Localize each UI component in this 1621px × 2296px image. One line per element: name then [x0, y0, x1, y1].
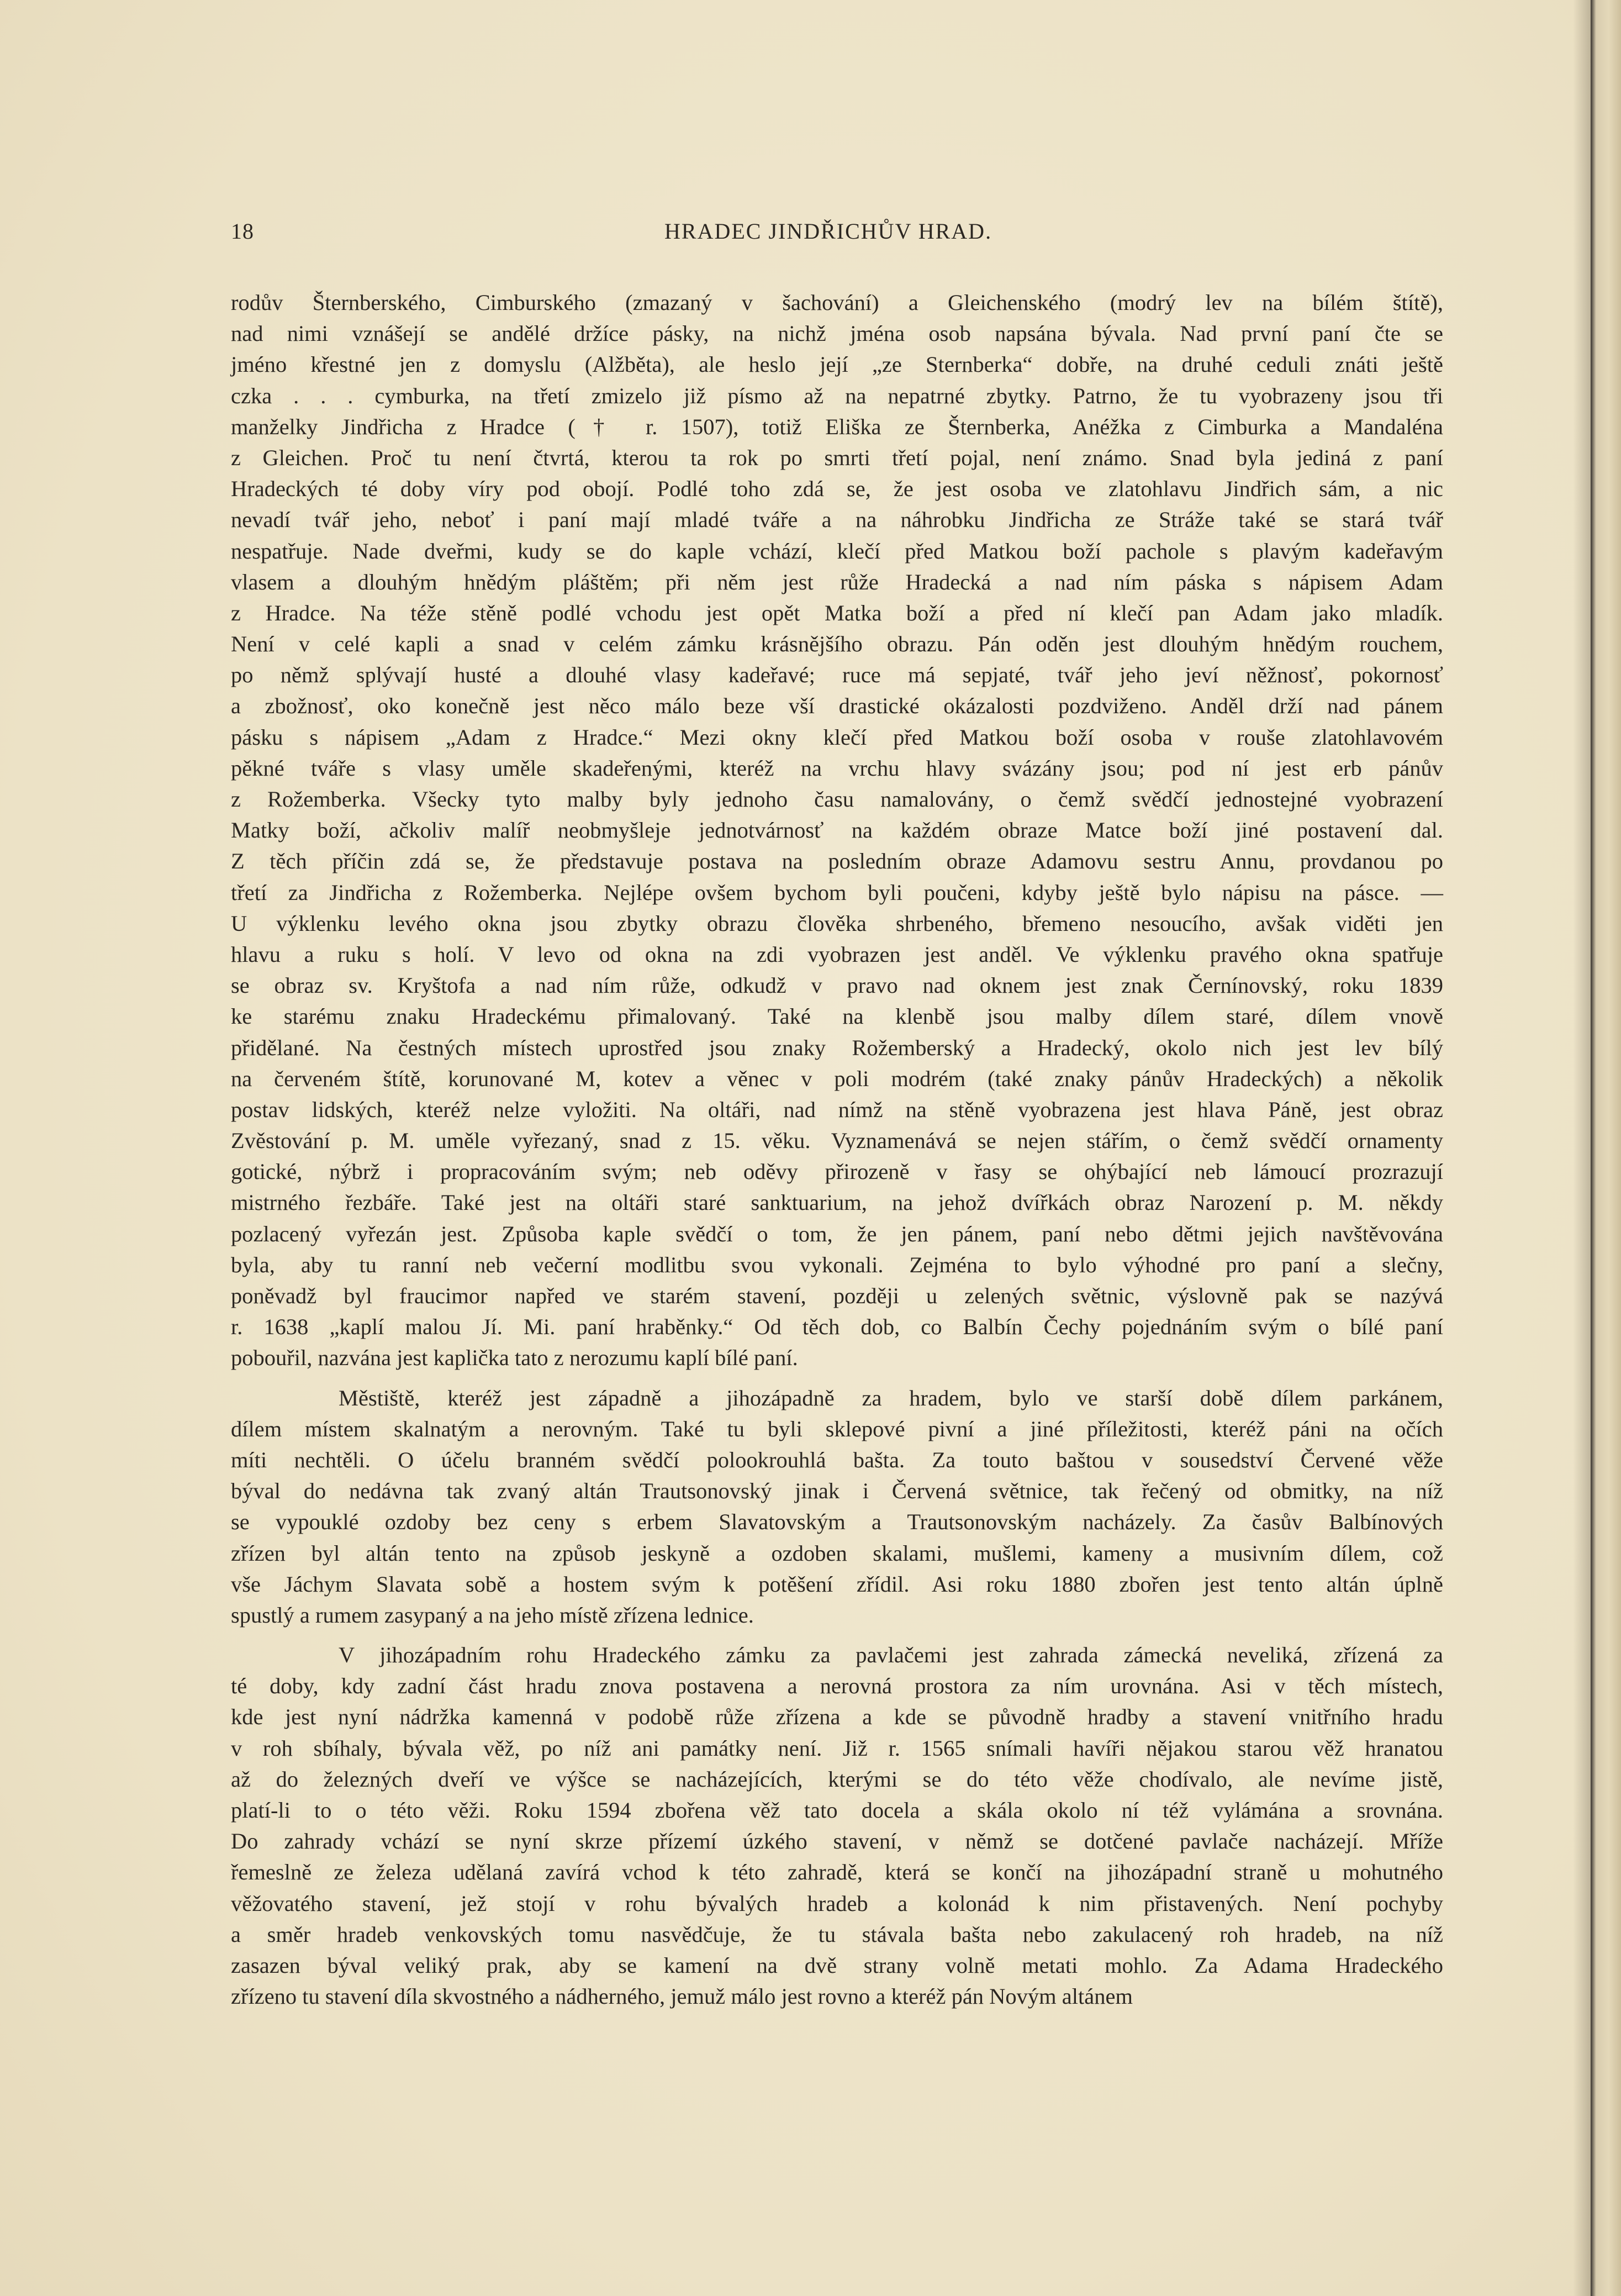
text-line: jméno křestné jen z domyslu (Alžběta), ale heslo její „ze Sternberka“ dobře, na druhé ceduli znáti ještě — [231, 352, 1443, 377]
text-line: vlasem a dlouhým hnědým pláštěm; při něm jest růže Hradecká a nad ním páska s nápisem Adam — [231, 569, 1443, 594]
paragraph — [231, 287, 1443, 1374]
text-line: v roh sbíhaly, bývala věž, po níž ani památky není. Již r. 1565 snímali havíři nějakou starou věž hranatou — [231, 1735, 1443, 1761]
text-line: až do železných dveří ve výšce se nacházejících, kterými se do této věže chodívalo, ale nevíme jistě, — [231, 1766, 1443, 1792]
text-line: byla, aby tu ranní neb večerní modlitbu svou vykonali. Zejména to bylo výhodné pro paní a slečny, — [231, 1252, 1443, 1277]
text-line: zasazen býval veliký prak, aby se kamení na dvě strany volně metati mohlo. Za Adama Hradeckého — [231, 1952, 1443, 1978]
paragraph — [231, 1640, 1443, 2012]
text-line: manželky Jindřicha z Hradce († r. 1507), totiž Eliška ze Šternberka, Anéžka z Cimburka a Mandaléna — [231, 414, 1443, 439]
text-line: a směr hradeb venkovských tomu nasvědčuje, že tu stávala bašta nebo zakulacený roh hradeb, na níž — [231, 1921, 1443, 1947]
text-line: vše Jáchym Slavata sobě a hostem svým k potěšení zřídil. Asi roku 1880 zbořen jest tento altán úplně — [231, 1571, 1443, 1597]
text-line: hlavu a ruku s holí. V levo od okna na zdi vyobrazen jest anděl. Ve výklenku pravého okna spatřuje — [231, 941, 1443, 967]
text-line: řemeslně ze železa udělaná zavírá vchod k této zahradě, která se končí na jihozápadní straně u mohutného — [231, 1860, 1443, 1885]
text-line: na červeném štítě, korunované M, kotev a věnec v poli modrém (také znaky pánův Hradeckých) a několik — [231, 1066, 1443, 1091]
text-line: věžovatého stavení, jež stojí v rohu bývalých hradeb a kolonád k nim přistavených. Není pochyby — [231, 1890, 1443, 1916]
text-line: té doby, kdy zadní část hradu znova postavena a nerovná prostora za ním urovnána. Asi v těch místech, — [231, 1673, 1443, 1699]
text-line: přidělané. Na čestných místech uprostřed jsou znaky Rožemberský a Hradecký, okolo nich jest lev bílý — [231, 1035, 1443, 1060]
text-line: pobouřil, nazvána jest kaplička tato z nerozumu kaplí bílé paní. — [231, 1345, 798, 1371]
text-line: Z těch příčin zdá se, že představuje postava na posledním obraze Adamovu sestru Annu, provdanou po — [231, 849, 1443, 874]
text-line: U výklenku levého okna jsou zbytky obrazu člověka shrbeného, břemeno nesoucího, avšak viděti jen — [231, 910, 1443, 936]
text-line: se obraz sv. Kryštofa a nad ním růže, odkudž v pravo nad oknem jest znak Černínovský, roku 1839 — [231, 973, 1443, 998]
text-line: platí-li to o této věži. Roku 1594 zbořena věž tato docela a skála okolo ní též vylámána a srovnána. — [231, 1798, 1443, 1823]
paragraph — [231, 1383, 1443, 1631]
book-edge — [1591, 0, 1621, 2296]
text-line: czka . . . cymburka, na třetí zmizelo již písmo až na nepatrné zbytky. Patrno, že tu vyobrazeny jsou tři — [231, 383, 1443, 408]
text-line: po němž splývají husté a dlouhé vlasy kadeřavé; ruce má sepjaté, tvář jeho jeví něžnosť, pokornosť — [231, 662, 1443, 688]
text-line: zřízen byl altán tento na způsob jeskyně a ozdoben skalami, mušlemi, kameny a musivním dílem, což — [231, 1540, 1443, 1566]
text-line: Zvěstování p. M. uměle vyřezaný, snad z 15. věku. Vyznamenává se nejen stářím, o čemž svědčí ornamenty — [231, 1128, 1443, 1154]
text-line: Matky boží, ačkoliv malíř neobmyšleje jednotvárnosť na každém obraze Matce boží jiné postavení dal. — [231, 818, 1443, 843]
text-line: spustlý a rumem zasypaný a na jeho místě zřízena lednice. — [231, 1602, 754, 1628]
text-line: Městiště, kteréž jest západně a jihozápadně za hradem, bylo ve starší době dílem parkánem, — [339, 1385, 1443, 1410]
text-line: pěkné tváře s vlasy uměle skadeřenými, kteréž na vrchu hlavy svázány jsou; pod ní jest erb pánův — [231, 755, 1443, 781]
text-line: z Gleichen. Proč tu není čtvrtá, kterou ta rok po smrti třetí pojal, není známo. Snad byla jediná z paní — [231, 445, 1443, 470]
text-line: býval do nedávna tak zvaný altán Trautsonovský jinak i Červená světnice, tak řečený od obmitky, na níž — [231, 1478, 1443, 1504]
text-line: Hradeckých té doby víry pod obojí. Podlé toho zdá se, že jest osoba ve zlatohlavu Jindřich sám, a nic — [231, 476, 1443, 502]
text-line: postav lidských, kteréž nelze vyložiti. Na oltáři, nad nímž na stěně vyobrazena jest hlava Páně, jest obraz — [231, 1097, 1443, 1122]
text-line: se vypouklé ozdoby bez ceny s erbem Slavatovským a Trautsonovským nacházely. Za časův Balbínových — [231, 1509, 1443, 1535]
text-line: rodův Šternberského, Cimburského (zmazaný v šachování) a Gleichenského (modrý lev na bílém štítě), — [231, 290, 1443, 315]
text-line: r. 1638 „kaplí malou Jí. Mi. paní hraběnky.“ Od těch dob, co Balbín Čechy pojednáním svým o bílé paní — [231, 1314, 1443, 1340]
page-header — [231, 218, 1446, 251]
text-line: mistrného řezbáře. Také jest na oltáři staré sanktuarium, na jehož dvířkách obraz Narození p. M. někdy — [231, 1190, 1443, 1215]
body-text — [231, 287, 1443, 2021]
text-line: a zbožnosť, oko konečně jest něco málo beze vší drastické okázalosti pozdviženo. Anděl drží nad pánem — [231, 693, 1443, 719]
text-line: nevadí tvář jeho, neboť i paní mají mladé tváře a na náhrobku Jindřicha ze Stráže také se stará tvář — [231, 507, 1443, 533]
text-line: ke starému znaku Hradeckému přimalovaný. Také na klenbě jsou malby dílem staré, dílem vnově — [231, 1004, 1443, 1029]
text-line: nespatřuje. Nade dveřmi, kudy se do kaple vchází, klečí před Matkou boží pachole s plavým kadeřavým — [231, 538, 1443, 564]
text-line: kde jest nyní nádržka kamenná v podobě růže zřízena a kde se původně hradby a stavení vnitřního hradu — [231, 1704, 1443, 1730]
text-line: Není v celé kapli a snad v celém zámku krásnějšího obrazu. Pán oděn jest dlouhým hnědým rouchem, — [231, 631, 1443, 657]
text-line: poněvadž byl fraucimor napřed ve starém stavení, později u zelených světnic, výslovně pak se nazývá — [231, 1283, 1443, 1308]
text-line: pásku s nápisem „Adam z Hradce.“ Mezi okny klečí před Matkou boží osoba v rouše zlatohlavovém — [231, 724, 1443, 750]
page-gutter-shadow — [1573, 0, 1591, 2296]
text-line: zřízeno tu stavení díla skvostného a nádherného, jemuž málo jest rovno a kteréž pán Novým altánem — [231, 1984, 1133, 2009]
text-line: dílem místem skalnatým a nerovným. Také tu byli sklepové pivní a jiné příležitosti, kteréž páni na očích — [231, 1416, 1443, 1441]
text-line: míti nechtěli. O účelu branném svědčí polookrouhlá bašta. Za touto baštou v sousedství Červené věže — [231, 1447, 1443, 1472]
text-line: pozlacený vyřezán jest. Způsoba kaple svědčí o tom, že jen pánem, paní nebo dětmi jejich navštěvována — [231, 1221, 1443, 1246]
text-line: z Hradce. Na téže stěně podlé vchodu jest opět Matka boží a před ní klečí pan Adam jako mladík. — [231, 600, 1443, 625]
running-title: HRADEC JINDŘICHŮV HRAD. — [664, 219, 992, 244]
text-line: gotické, nýbrž i propracováním svým; neb oděvy přirozeně v řasy se ohýbající neb lámoucí prozrazují — [231, 1159, 1443, 1184]
text-line: Do zahrady vchází se nyní skrze přízemí úzkého stavení, v němž se dotčené pavlače nacházejí. Mříže — [231, 1829, 1443, 1854]
text-line: nad nimi vznášejí se andělé držíce pásky, na nichž jména osob napsána bývala. Nad první paní čte se — [231, 321, 1443, 346]
text-line: třetí za Jindřicha z Rožemberka. Nejlépe ovšem bychom byli poučeni, kdyby ještě bylo nápisu na pásce. — — [231, 880, 1443, 905]
text-line: V jihozápadním rohu Hradeckého zámku za pavlačemi jest zahrada zámecká neveliká, zřízená za — [339, 1642, 1443, 1668]
text-line: z Rožemberka. Všecky tyto malby byly jednoho času namalovány, o čemž svědčí jednostejné vyobrazení — [231, 787, 1443, 812]
page-number: 18 — [231, 219, 254, 244]
